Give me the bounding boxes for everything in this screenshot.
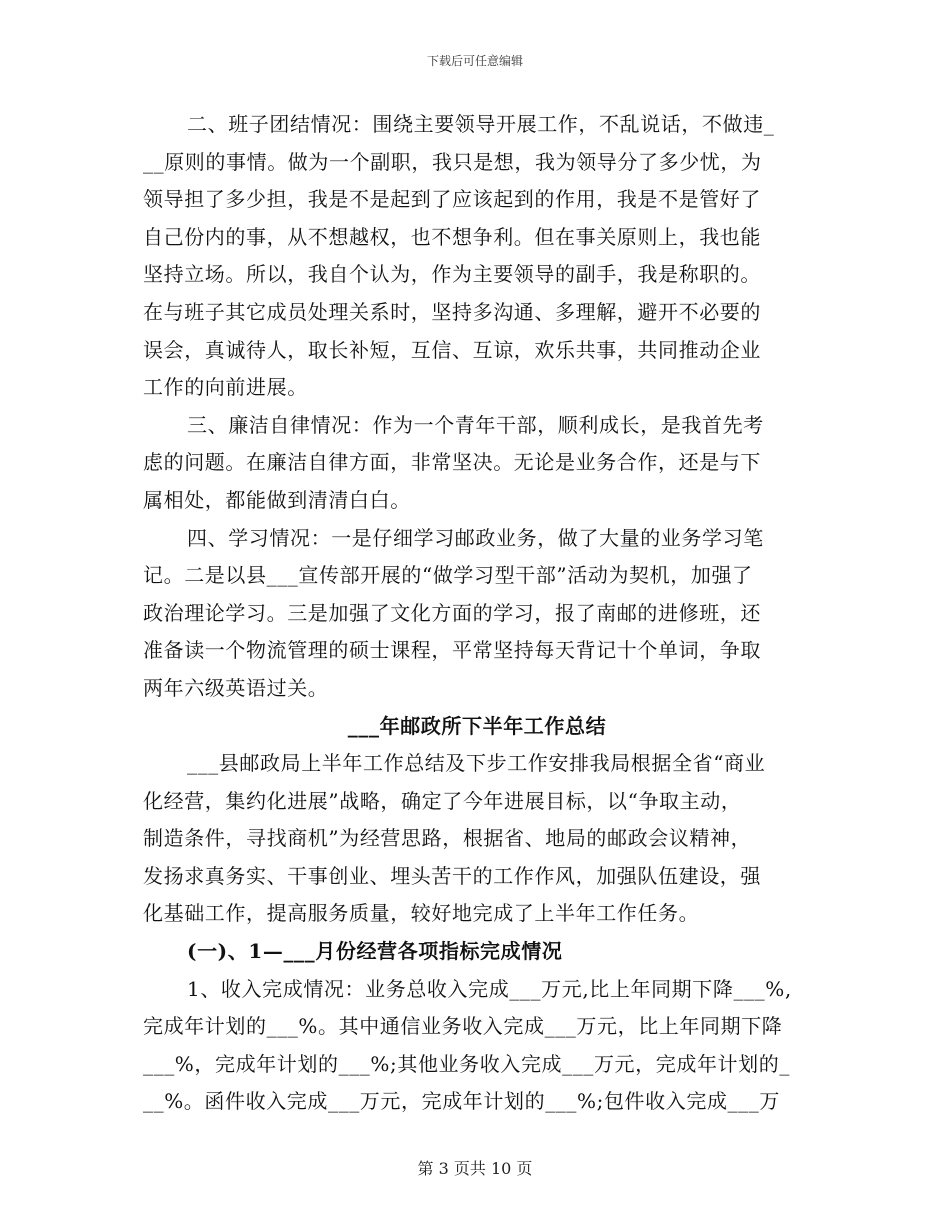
paragraph-line: 领导担了多少担，我是不是起到了应该起到的作用，我是不是管好了 [143, 187, 761, 212]
paragraph-line: 工作的向前进展。 [143, 375, 308, 400]
paragraph-line: 发扬求真务实、干事创业、埋头苦干的工作作风，加强队伍建设，强 [143, 863, 761, 888]
paragraph-line: 误会，真诚待人，取长补短，互信、互谅，欢乐共事，共同推动企业 [143, 337, 761, 362]
paragraph-line: ___%，完成年计划的___%;其他业务收入完成___万元，完成年计划的_ [143, 1051, 790, 1076]
paragraph-line: 政治理论学习。三是加强了文化方面的学习，报了南邮的进修班，还 [143, 600, 761, 625]
paragraph-line: 化基础工作，提高服务质量，较好地完成了上半年工作任务。 [143, 901, 700, 926]
paragraph-line: __%。函件收入完成___万元，完成年计划的___%;包件收入完成___万 [143, 1089, 780, 1114]
section-title: ___年邮政所下半年工作总结 [347, 713, 607, 738]
paragraph-line: 自己份内的事，从不想越权，也不想争利。但在事关原则上，我也能 [143, 224, 761, 249]
paragraph-line: ___县邮政局上半年工作总结及下步工作安排我局根据全省“商业 [187, 751, 766, 776]
document-body [143, 106, 811, 1121]
subsection-heading: (一)、1—___月份经营各项指标完成情况 [187, 939, 563, 964]
page-footer: 第 3 页共 10 页 [417, 1159, 533, 1178]
paragraph-line: 准备读一个物流管理的硕士课程，平常坚持每天背记十个单词，争取 [143, 638, 761, 663]
paragraph-line: 1、收入完成情况：业务总收入完成___万元,比上年同期下降___%, [187, 976, 792, 1001]
paragraph-line: 属相处，都能做到清清白白。 [143, 487, 411, 512]
paragraph-line: 二、班子团结情况：围绕主要领导开展工作，不乱说话，不做违_ [187, 112, 775, 136]
paragraph-line: 记。二是以县___宣传部开展的“做学习型干部”活动为契机，加强了 [143, 563, 753, 588]
page-header: 下载后可任意编辑 [426, 54, 523, 68]
paragraph-line: 化经营，集约化进展”战略，确定了今年进展目标，以“争取主动， [143, 788, 742, 813]
paragraph-line: 在与班子其它成员处理关系时，坚持多沟通、多理解，避开不必要的 [143, 299, 761, 324]
paragraph-line: __原则的事情。做为一个副职，我只是想，我为领导分了多少忧，为 [143, 149, 762, 174]
paragraph-line: 制造条件，寻找商机”为经营思路，根据省、地局的邮政会议精神， [143, 826, 752, 851]
paragraph-line: 虑的问题。在廉洁自律方面，非常坚决。无论是业务合作，还是与下 [143, 450, 761, 475]
paragraph-line: 四、学习情况：一是仔细学习邮政业务，做了大量的业务学习笔 [187, 525, 764, 550]
paragraph-line: 坚持立场。所以，我自个认为，作为主要领导的副手，我是称职的。 [143, 262, 761, 287]
paragraph-line: 三、廉洁自律情况：作为一个青年干部，顺利成长，是我首先考 [187, 412, 764, 437]
paragraph-line: 两年六级英语过关。 [143, 675, 329, 700]
paragraph-line: 完成年计划的___%。其中通信业务收入完成___万元，比上年同期下降 [143, 1014, 783, 1039]
